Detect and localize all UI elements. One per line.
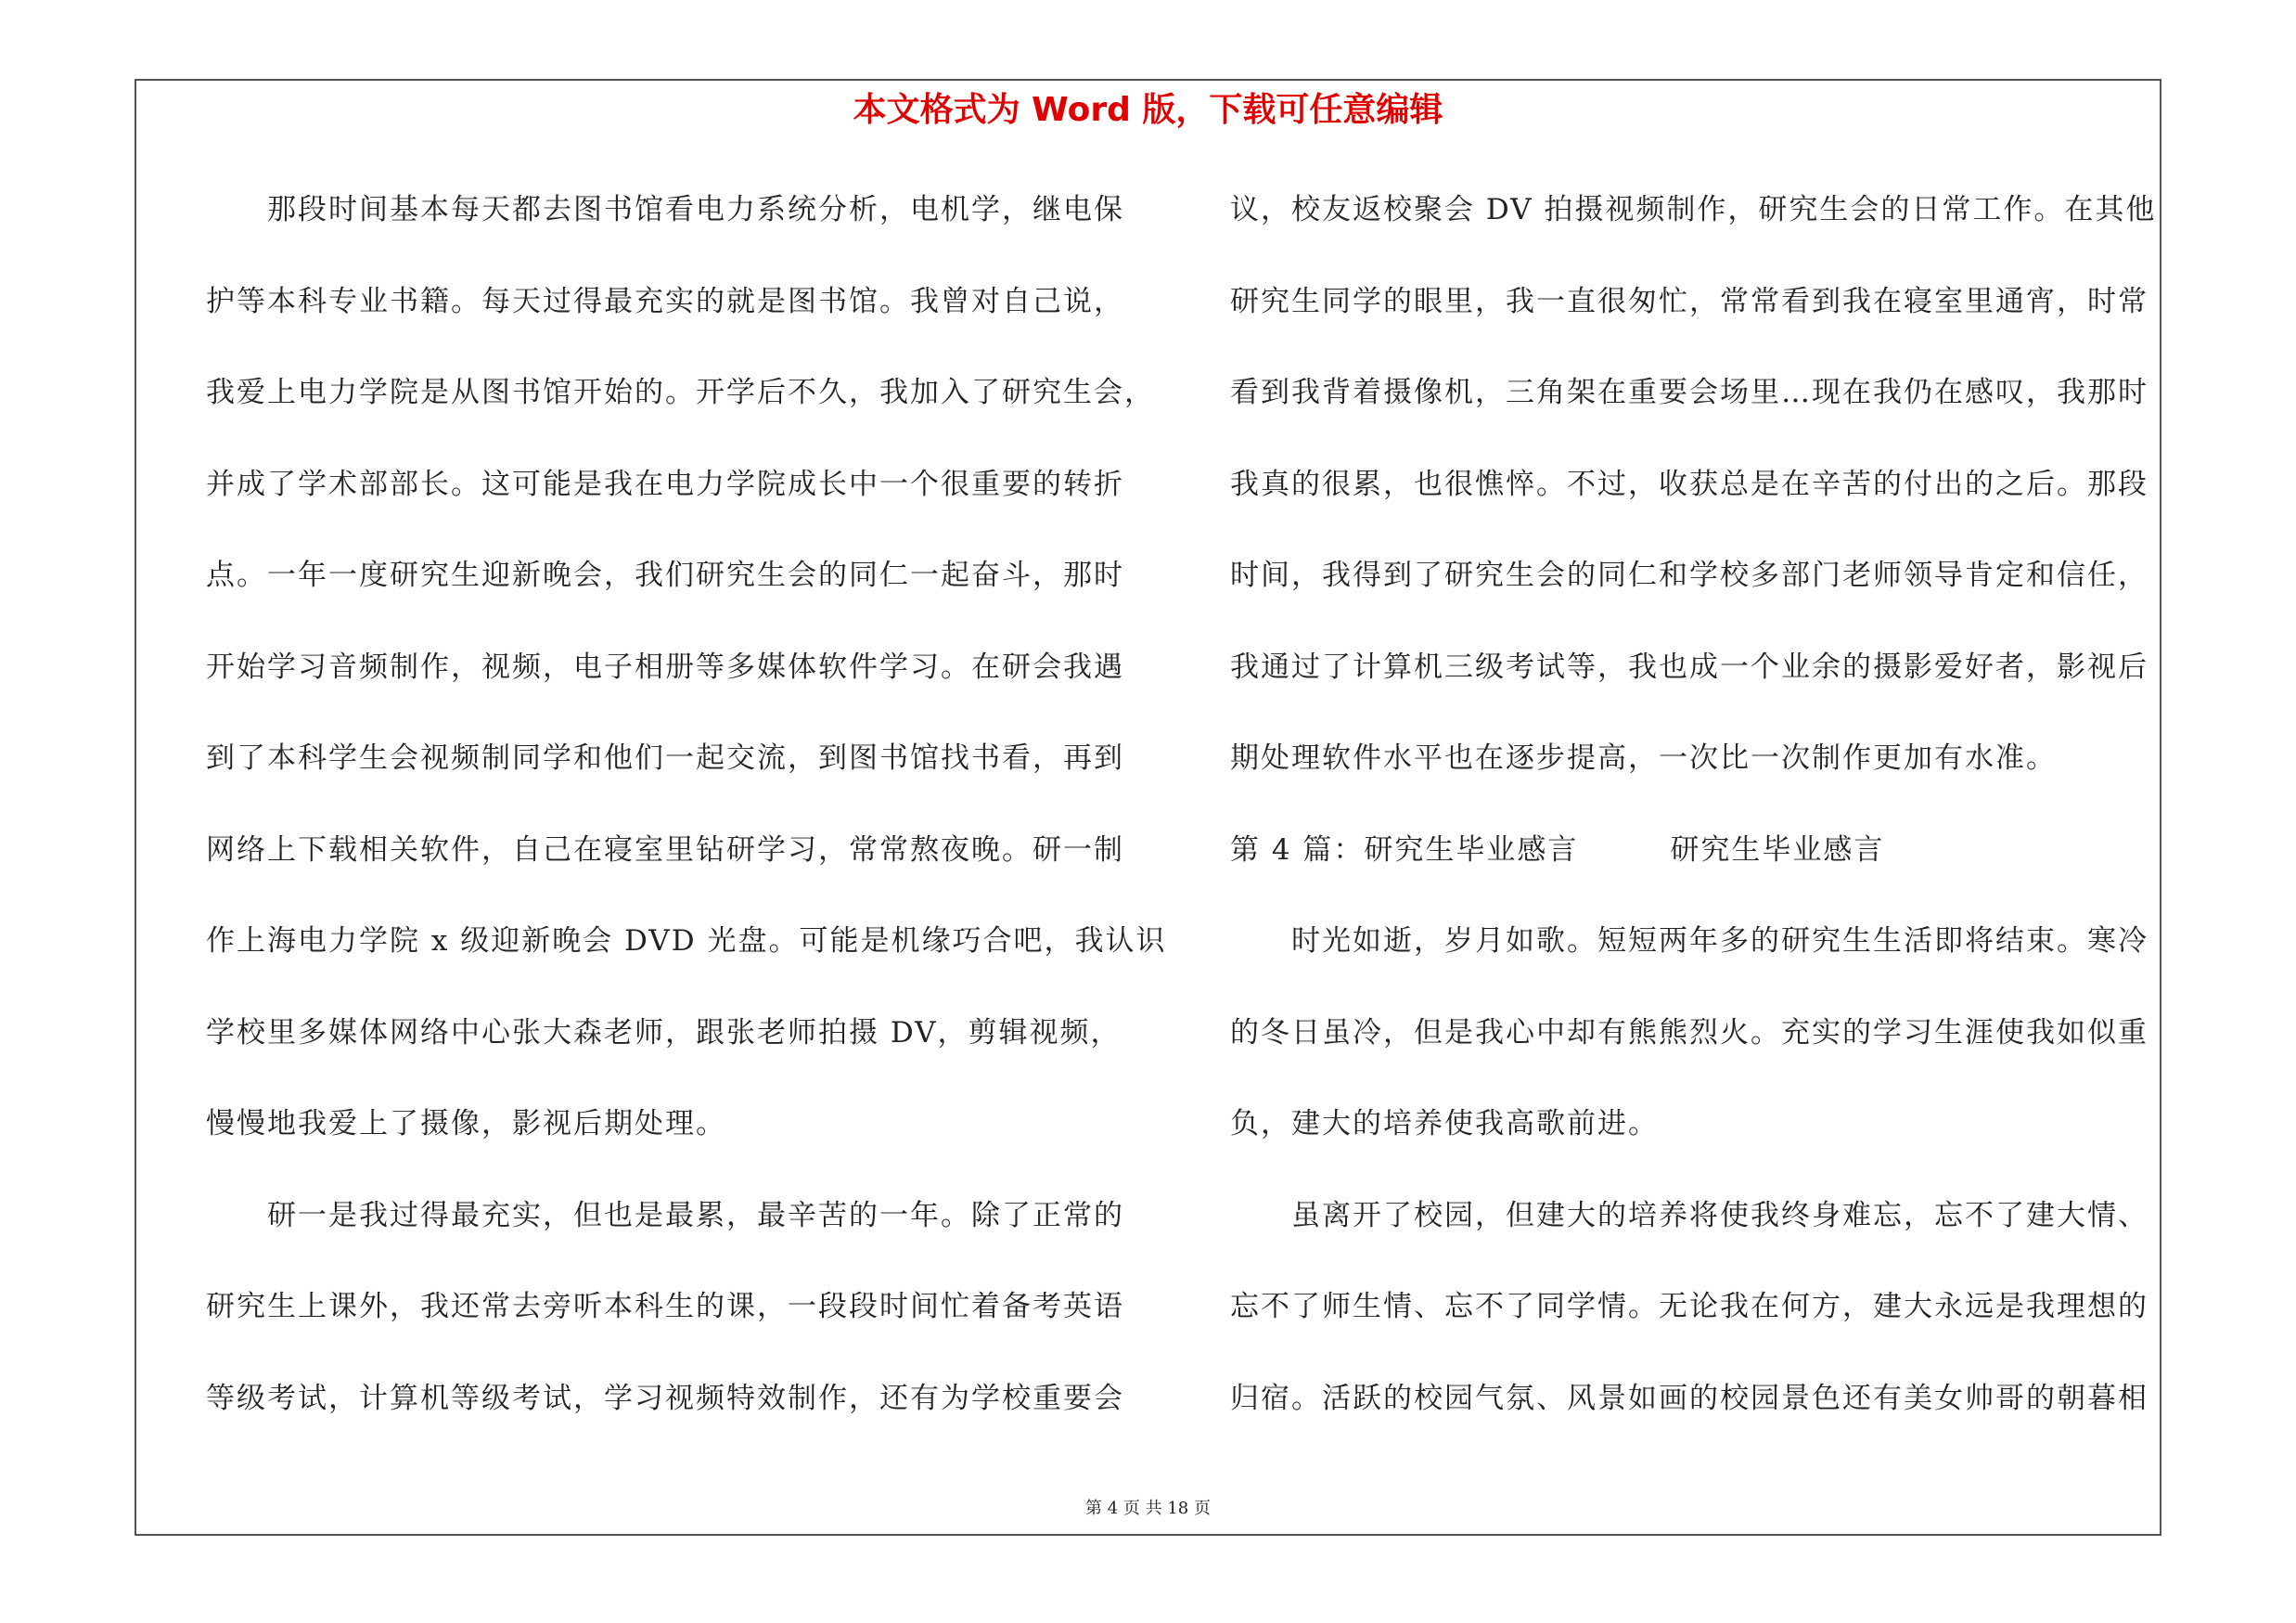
text-line: 我真的很累，也很憔悴。不过，收获总是在辛苦的付出的之后。那段 — [1230, 467, 2148, 501]
text-line: 到了本科学生会视频制同学和他们一起交流，到图书馆找书看，再到 — [206, 741, 1124, 775]
right-column — [1230, 182, 2167, 1462]
text-line: 期处理软件水平也在逐步提高，一次比一次制作更加有水准。 — [1230, 741, 2057, 775]
text-line: 忘不了师生情、忘不了同学情。无论我在何方，建大永远是我理想的 — [1230, 1290, 2148, 1323]
text-line: 研究生上课外，我还常去旁听本科生的课，一段段时间忙着备考英语 — [206, 1290, 1124, 1323]
text-line: 时间，我得到了研究生会的同仁和学校多部门老师领导肯定和信任， — [1230, 559, 2148, 592]
text-line: 并成了学术部部长。这可能是我在电力学院成长中一个很重要的转折 — [206, 467, 1124, 501]
text-line: 归宿。活跃的校园气氛、风景如画的校园景色还有美女帅哥的朝暮相 — [1230, 1381, 2148, 1415]
text-line: 我爱上电力学院是从图书馆开始的。开学后不久，我加入了研究生会， — [206, 376, 1155, 409]
text-line: 点。一年一度研究生迎新晚会，我们研究生会的同仁一起奋斗，那时 — [206, 559, 1124, 592]
text-line: 等级考试，计算机等级考试，学习视频特效制作，还有为学校重要会 — [206, 1381, 1124, 1415]
text-line: 看到我背着摄像机，三角架在重要会场里…现在我仍在感叹，我那时 — [1230, 376, 2148, 409]
text-line: 研究生同学的眼里，我一直很匆忙，常常看到我在寝室里通宵，时常 — [1230, 284, 2148, 318]
text-line: 时光如逝，岁月如歌。短短两年多的研究生生活即将结束。寒冷 — [1230, 924, 2148, 958]
text-line: 我通过了计算机三级考试等，我也成一个业余的摄影爱好者，影视后 — [1230, 650, 2148, 684]
text-line: 虽离开了校园，但建大的培养将使我终身难忘，忘不了建大情、 — [1230, 1198, 2148, 1232]
text-line: 慢慢地我爱上了摄像，影视后期处理。 — [206, 1107, 726, 1140]
text-line: 护等本科专业书籍。每天过得最充实的就是图书馆。我曾对自己说， — [206, 284, 1124, 318]
text-line: 作上海电力学院 x 级迎新晚会 DVD 光盘。可能是机缘巧合吧，我认识 — [206, 924, 1167, 958]
text-line: 那段时间基本每天都去图书馆看电力系统分析，电机学，继电保 — [206, 193, 1124, 226]
left-column — [206, 182, 1167, 1462]
text-line: 研一是我过得最充实，但也是最累，最辛苦的一年。除了正常的 — [206, 1198, 1124, 1232]
text-line: 议，校友返校聚会 DV 拍摄视频制作，研究生会的日常工作。在其他 — [1230, 193, 2157, 226]
text-line: 开始学习音频制作，视频，电子相册等多媒体软件学习。在研会我遇 — [206, 650, 1124, 684]
text-line: 负，建大的培养使我高歌前进。 — [1230, 1107, 1659, 1140]
text-line: 学校里多媒体网络中心张大森老师，跟张老师拍摄 DV，剪辑视频， — [206, 1015, 1122, 1050]
page-number: 第 4 页 共 18 页 — [1085, 1499, 1211, 1518]
text-line: 网络上下载相关软件，自己在寝室里钻研学习，常常熬夜晚。研一制 — [206, 832, 1124, 867]
text-line: 的冬日虽冷，但是我心中却有熊熊烈火。充实的学习生涯使我如似重 — [1230, 1015, 2148, 1050]
document-header: 本文格式为 Word 版，下载可任意编辑 — [853, 91, 1443, 129]
section-heading: 第 4 篇：研究生毕业感言 研究生毕业感言 — [1230, 832, 1885, 867]
